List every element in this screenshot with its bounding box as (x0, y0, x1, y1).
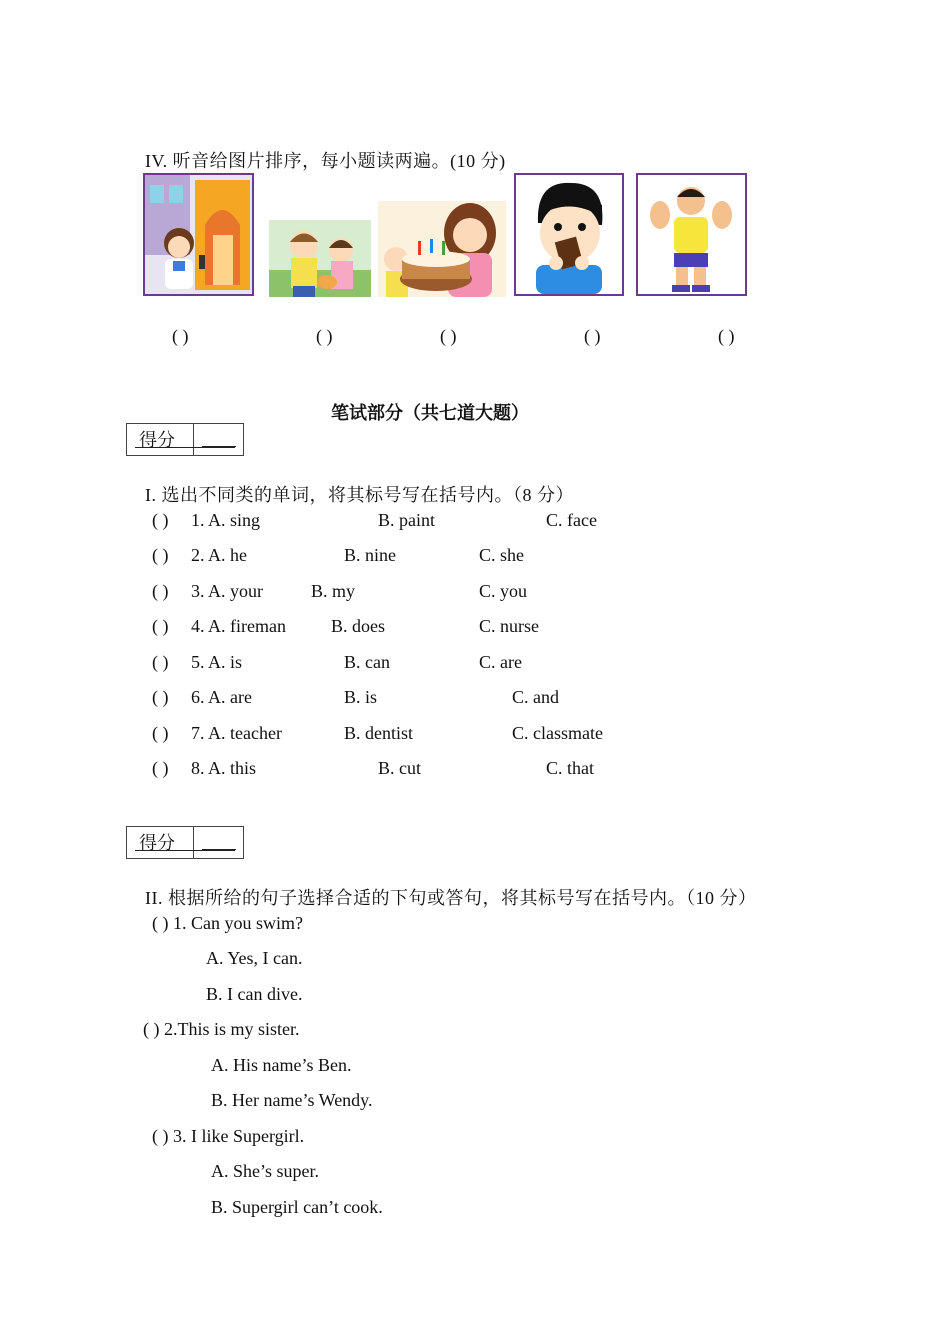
written-part-title: 笔试部分（共七道大题） (331, 403, 529, 424)
question-6-option-c: C. and (512, 687, 559, 707)
question-4-option-a: 4. A. fireman (191, 616, 286, 636)
question-1-option-a: 1. A. sing (191, 510, 261, 530)
answer-blank-2[interactable]: ( ) (316, 326, 333, 346)
section-4-heading: IV. 听音给图片排序，每小题读两遍。(10 分) (145, 151, 506, 171)
score-box (126, 826, 244, 859)
question-7-option-c: C. classmate (512, 723, 603, 743)
question-5-option-b: B. can (344, 652, 390, 672)
question-1-option-c: C. face (546, 510, 597, 530)
answer-bracket[interactable]: ( ) (152, 652, 169, 672)
question-2-option-a: 2. A. he (191, 545, 247, 565)
dialogue-1-option-b: B. I can dive. (206, 984, 303, 1004)
question-2-option-b: B. nine (344, 545, 396, 565)
strong-man-image (636, 173, 747, 296)
question-3-option-a: 3. A. your (191, 581, 263, 601)
question-8-option-b: B. cut (378, 758, 421, 778)
score-blank[interactable] (202, 446, 236, 447)
answer-bracket[interactable]: ( ) (152, 581, 169, 601)
part-2-heading: II. 根据所给的句子选择合适的下句或答句，将其标号写在括号内。（10 分） (145, 888, 757, 908)
boy-eating-chocolate-image (514, 173, 624, 296)
dialogue-2-option-b: B. Her name’s Wendy. (211, 1090, 373, 1110)
question-2-option-c: C. she (479, 545, 524, 565)
answer-bracket[interactable]: ( ) (152, 687, 169, 707)
boy-girl-with-dog-image (269, 220, 371, 297)
score-label: 得分 (139, 430, 175, 451)
question-6-option-a: 6. A. are (191, 687, 252, 707)
mother-birthday-cake-image (378, 201, 506, 297)
answer-bracket[interactable]: ( ) (152, 723, 169, 743)
answer-bracket[interactable]: ( ) (152, 758, 169, 778)
question-7-option-b: B. dentist (344, 723, 414, 743)
answer-blank-4[interactable]: ( ) (584, 326, 601, 346)
dialogue-question-1[interactable]: ( ) 1. Can you swim? (152, 913, 303, 933)
question-7-option-a: 7. A. teacher (191, 723, 282, 743)
question-4-option-c: C. nurse (479, 616, 539, 636)
dialogue-question-2[interactable]: ( ) 2.This is my sister. (143, 1019, 300, 1039)
answer-blank-5[interactable]: ( ) (718, 326, 735, 346)
question-3-option-c: C. you (479, 581, 528, 601)
question-6-option-b: B. is (344, 687, 378, 707)
answer-bracket[interactable]: ( ) (152, 510, 169, 530)
dialogue-2-option-a: A. His name’s Ben. (211, 1055, 352, 1075)
part-1-heading: I. 选出不同类的单词，将其标号写在括号内。（8 分） (145, 485, 574, 505)
answer-bracket[interactable]: ( ) (152, 616, 169, 636)
dialogue-3-option-b: B. Supergirl can’t cook. (211, 1197, 383, 1217)
dialogue-1-option-a: A. Yes, I can. (206, 948, 303, 968)
score-box (126, 423, 244, 456)
score-label: 得分 (139, 833, 175, 854)
question-3-option-b: B. my (311, 581, 356, 601)
question-5-option-c: C. are (479, 652, 522, 672)
question-4-option-b: B. does (331, 616, 385, 636)
question-8-option-c: C. that (546, 758, 594, 778)
question-8-option-a: 8. A. this (191, 758, 257, 778)
dialogue-question-3[interactable]: ( ) 3. I like Supergirl. (152, 1126, 305, 1146)
answer-blank-3[interactable]: ( ) (440, 326, 457, 346)
question-1-option-b: B. paint (378, 510, 435, 530)
answer-blank-1[interactable]: ( ) (172, 326, 189, 346)
answer-bracket[interactable]: ( ) (152, 545, 169, 565)
score-blank[interactable] (202, 849, 236, 850)
girl-with-microphone-image (143, 173, 254, 296)
question-5-option-a: 5. A. is (191, 652, 243, 672)
dialogue-3-option-a: A. She’s super. (211, 1161, 319, 1181)
